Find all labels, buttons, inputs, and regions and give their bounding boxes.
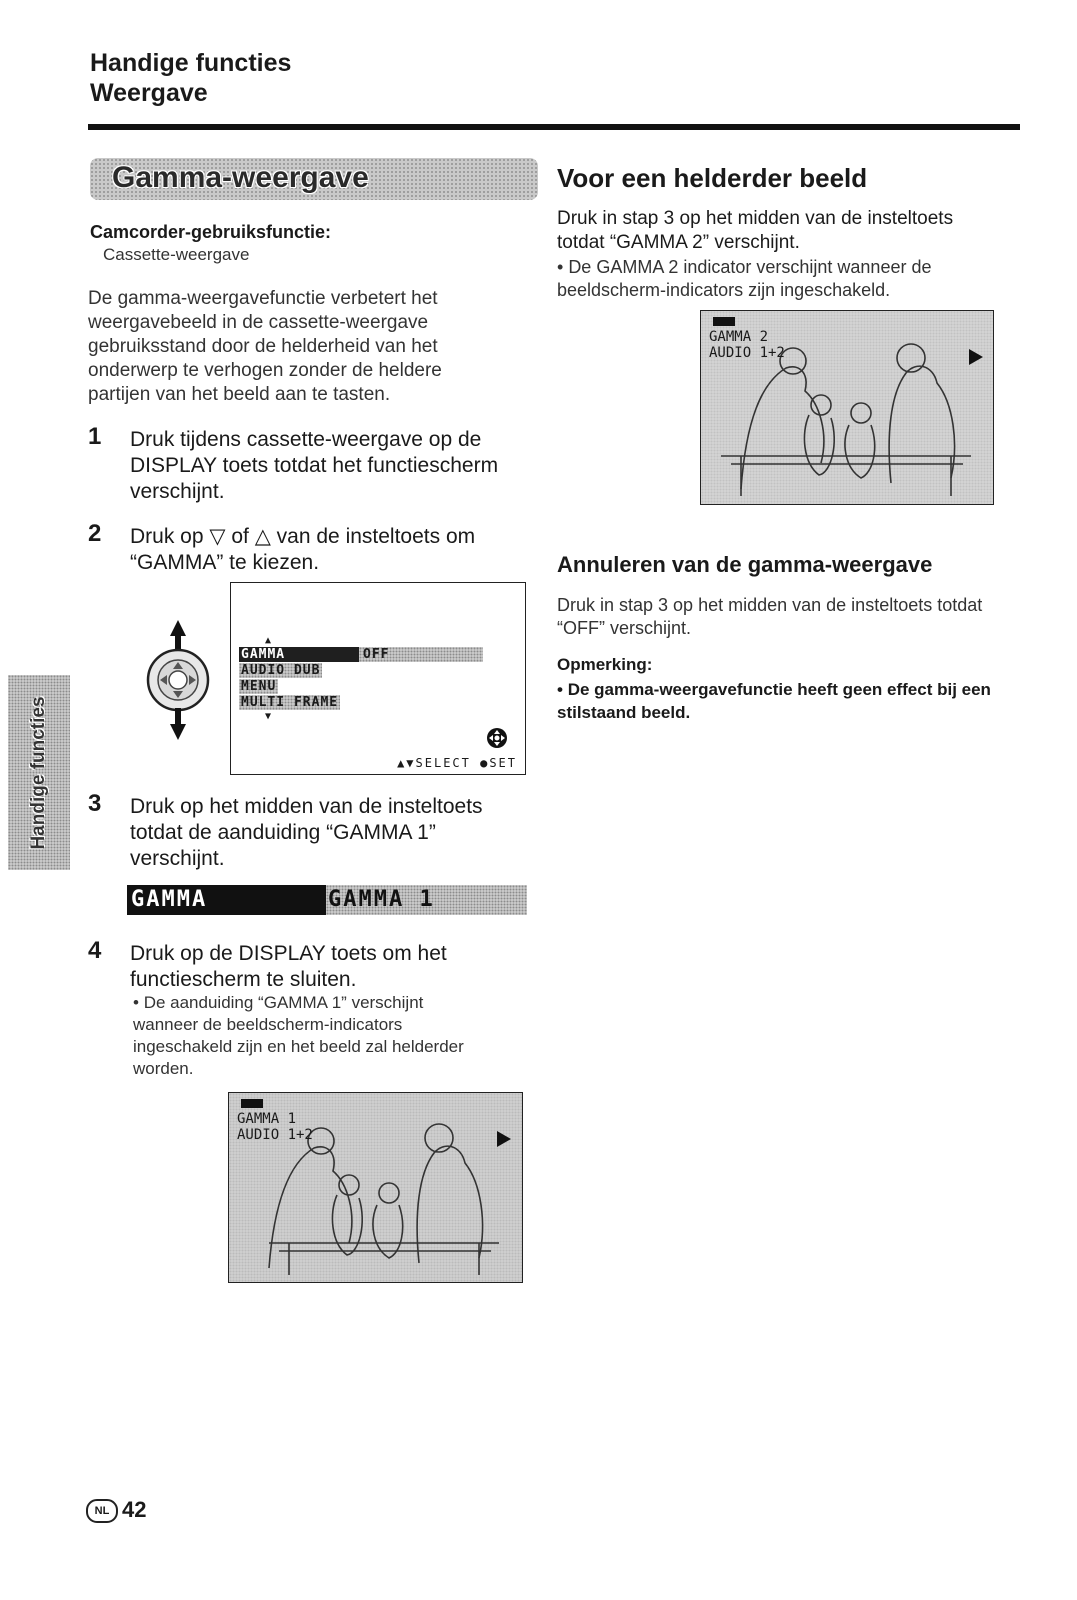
page-number: 42 [122,1497,147,1522]
menu-gamma-value: OFF [359,647,483,662]
header-rule [88,124,1020,130]
gamma-indicator-bar [127,885,525,915]
menu-item-audio-dub: AUDIO DUB [241,663,321,678]
section-title: Gamma-weergave [112,161,369,194]
step-1-number: 1 [88,423,102,450]
playback-photo-gamma1 [228,1092,523,1283]
right-heading-cancel: Annuleren van de gamma-weergave [557,552,933,577]
gamma-bar-label: GAMMA [127,885,326,915]
language-badge: NL [86,1499,118,1523]
right-heading-brighter: Voor een helderder beeld [557,163,868,193]
section-banner [90,158,538,200]
menu-footer-hint: ▲▼SELECT ●SET [397,756,517,770]
right-bullet-text: De GAMMA 2 indicator verschijnt wanneer de beeldscherm-indicators zijn ingeschakeld. [557,257,932,300]
step-4-text: Druk op de DISPLAY toets om het functiescherm te sluiten. [130,942,447,991]
playback-photo-gamma2 [700,310,994,505]
photo-osd-gamma1: GAMMA 1 [237,1111,297,1127]
bullet-dot-icon: • [557,257,569,277]
step-4-number: 4 [88,937,102,964]
bullet-dot-icon: • [133,993,144,1012]
note-bullet-text: De gamma-weergavefunctie heeft geen effect bij een stilstaand beeld. [557,680,991,722]
step-4-bullet [133,992,483,1080]
menu-row-menu [239,679,278,694]
step-3-number: 3 [88,790,102,817]
menu-row-multi-frame [239,695,340,710]
note-label: Opmerking: [557,655,653,674]
function-menu-screen [230,582,526,775]
camcorder-function-value: Cassette-weergave [103,245,250,264]
camcorder-function-label: Camcorder-gebruiksfunctie: [90,222,332,242]
right-paragraph: Druk in stap 3 op het midden van de insteltoets totdat “GAMMA 2” verschijnt. [557,208,954,253]
note-bullet [557,678,997,724]
header-line-2: Weergave [90,79,208,107]
page-footer [86,1497,146,1523]
intro-paragraph: De gamma-weergavefunctie verbetert het weergavebeeld in de cassette-weergave gebruiksstand door de helderheid van het onderwerp te verhogen zonder de heldere partijen van het beeld aan te tasten. [88,288,442,405]
right-bullet [557,256,1002,302]
gamma-bar-value: GAMMA 1 [326,885,527,915]
step-4-bullet-text: De aanduiding “GAMMA 1” verschijnt wanneer de beeldscherm-indicators ingeschakeld zijn en het beeld zal helderder worden. [133,993,464,1078]
menu-up-arrow-icon: ▲ [265,635,273,646]
side-tab-label: Handige functies [28,695,49,850]
set-button-icon [486,727,508,749]
menu-down-arrow-icon: ▼ [265,711,273,722]
insteltoets-dial-icon [140,618,220,743]
side-tab [8,675,70,870]
step-2-text: Druk op ▽ of △ van de insteltoets om “GAMMA” te kiezen. [130,525,476,574]
menu-row-gamma [239,647,483,662]
step-2-number: 2 [88,520,102,547]
photo-osd-gamma2: GAMMA 2 [709,329,769,345]
photo-osd-audio: AUDIO 1+2 [237,1127,313,1143]
step-3-text: Druk op het midden van de insteltoets totdat de aanduiding “GAMMA 1” verschijnt. [130,795,483,870]
bullet-dot-icon: • [557,680,568,699]
photo-osd-audio: AUDIO 1+2 [709,345,785,361]
menu-item-multi-frame: MULTI FRAME [241,695,339,710]
cancel-paragraph: Druk in stap 3 op het midden van de insteltoets totdat “OFF” verschijnt. [557,595,983,638]
step-1-text: Druk tijdens cassette-weergave op de DISPLAY toets totdat het functiescherm verschijnt. [130,428,499,503]
header-line-1: Handige functies [90,49,292,77]
page-header [90,48,291,108]
menu-item-menu: MENU [241,679,277,694]
menu-row-audio-dub [239,663,322,678]
menu-item-gamma: GAMMA [239,647,359,662]
